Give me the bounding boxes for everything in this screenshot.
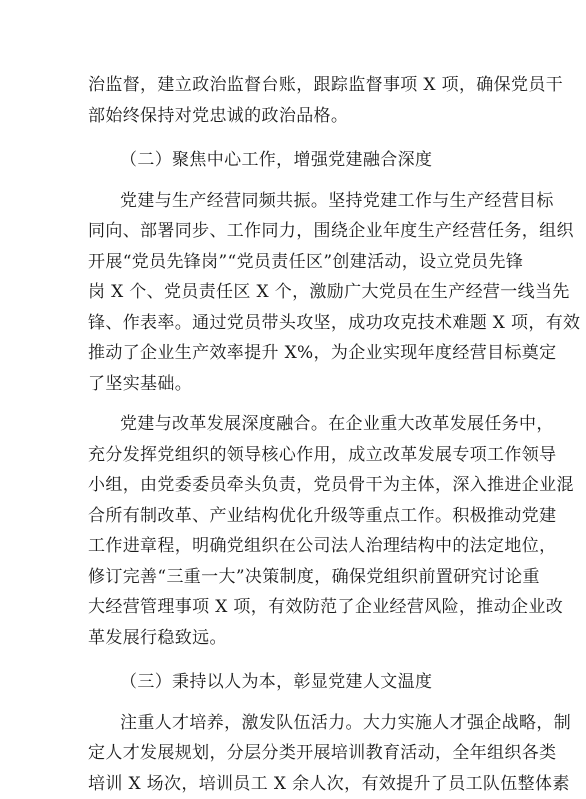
text-line: 党建与生产经营同频共振。坚持党建工作与生产经营目标 xyxy=(88,186,500,217)
text-line: 工作进章程，明确党组织在公司法人治理结构中的法定地位， xyxy=(88,531,500,562)
section-heading-2 xyxy=(88,145,500,176)
text-line: 治监督，建立政治监督台账，跟踪监督事项 X 项，确保党员干 xyxy=(88,70,500,101)
text-line: 定人才发展规划，分层分类开展培训教育活动，全年组织各类 xyxy=(88,738,500,769)
text-line: 革发展行稳致远。 xyxy=(88,623,500,654)
document-page xyxy=(88,70,500,799)
text-line: 充分发挥党组织的领导核心作用，成立改革发展专项工作领导 xyxy=(88,440,500,471)
heading-line: （三）秉持以人为本，彰显党建人文温度 xyxy=(88,667,500,698)
section-heading-3 xyxy=(88,667,500,698)
paragraph-production xyxy=(88,186,500,400)
text-line: 合所有制改革、产业结构优化升级等重点工作。积极推动党建 xyxy=(88,501,500,532)
text-line: 修订完善“三重一大”决策制度，确保党组织前置研究讨论重 xyxy=(88,562,500,593)
text-line: 大经营管理事项 X 项，有效防范了企业经营风险，推动企业改 xyxy=(88,592,500,623)
text-line: 党建与改革发展深度融合。在企业重大改革发展任务中， xyxy=(88,409,500,440)
text-line: 同向、部署同步、工作同力，围绕企业年度生产经营任务，组织 xyxy=(88,216,500,247)
text-line: 注重人才培养，激发队伍活力。大力实施人才强企战略，制 xyxy=(88,708,500,739)
text-line: 小组，由党委委员牵头负责，党员骨干为主体，深入推进企业混 xyxy=(88,470,500,501)
text-line: 锋、作表率。通过党员带头攻坚，成功攻克技术难题 X 项，有效 xyxy=(88,308,500,339)
heading-line: （二）聚焦中心工作，增强党建融合深度 xyxy=(88,145,500,176)
text-line: 开展“党员先锋岗”“党员责任区”创建活动，设立党员先锋 xyxy=(88,247,500,278)
paragraph-reform xyxy=(88,409,500,653)
paragraph-talent xyxy=(88,708,500,799)
text-line: 培训 X 场次，培训员工 X 余人次，有效提升了员工队伍整体素 xyxy=(88,769,500,799)
text-line: 推动了企业生产效率提升 X%，为企业实现年度经营目标奠定 xyxy=(88,338,500,369)
paragraph-political-supervision xyxy=(88,70,500,131)
text-line: 了坚实基础。 xyxy=(88,369,500,400)
text-line: 岗 X 个、党员责任区 X 个，激励广大党员在生产经营一线当先 xyxy=(88,277,500,308)
text-line: 部始终保持对党忠诚的政治品格。 xyxy=(88,101,500,132)
